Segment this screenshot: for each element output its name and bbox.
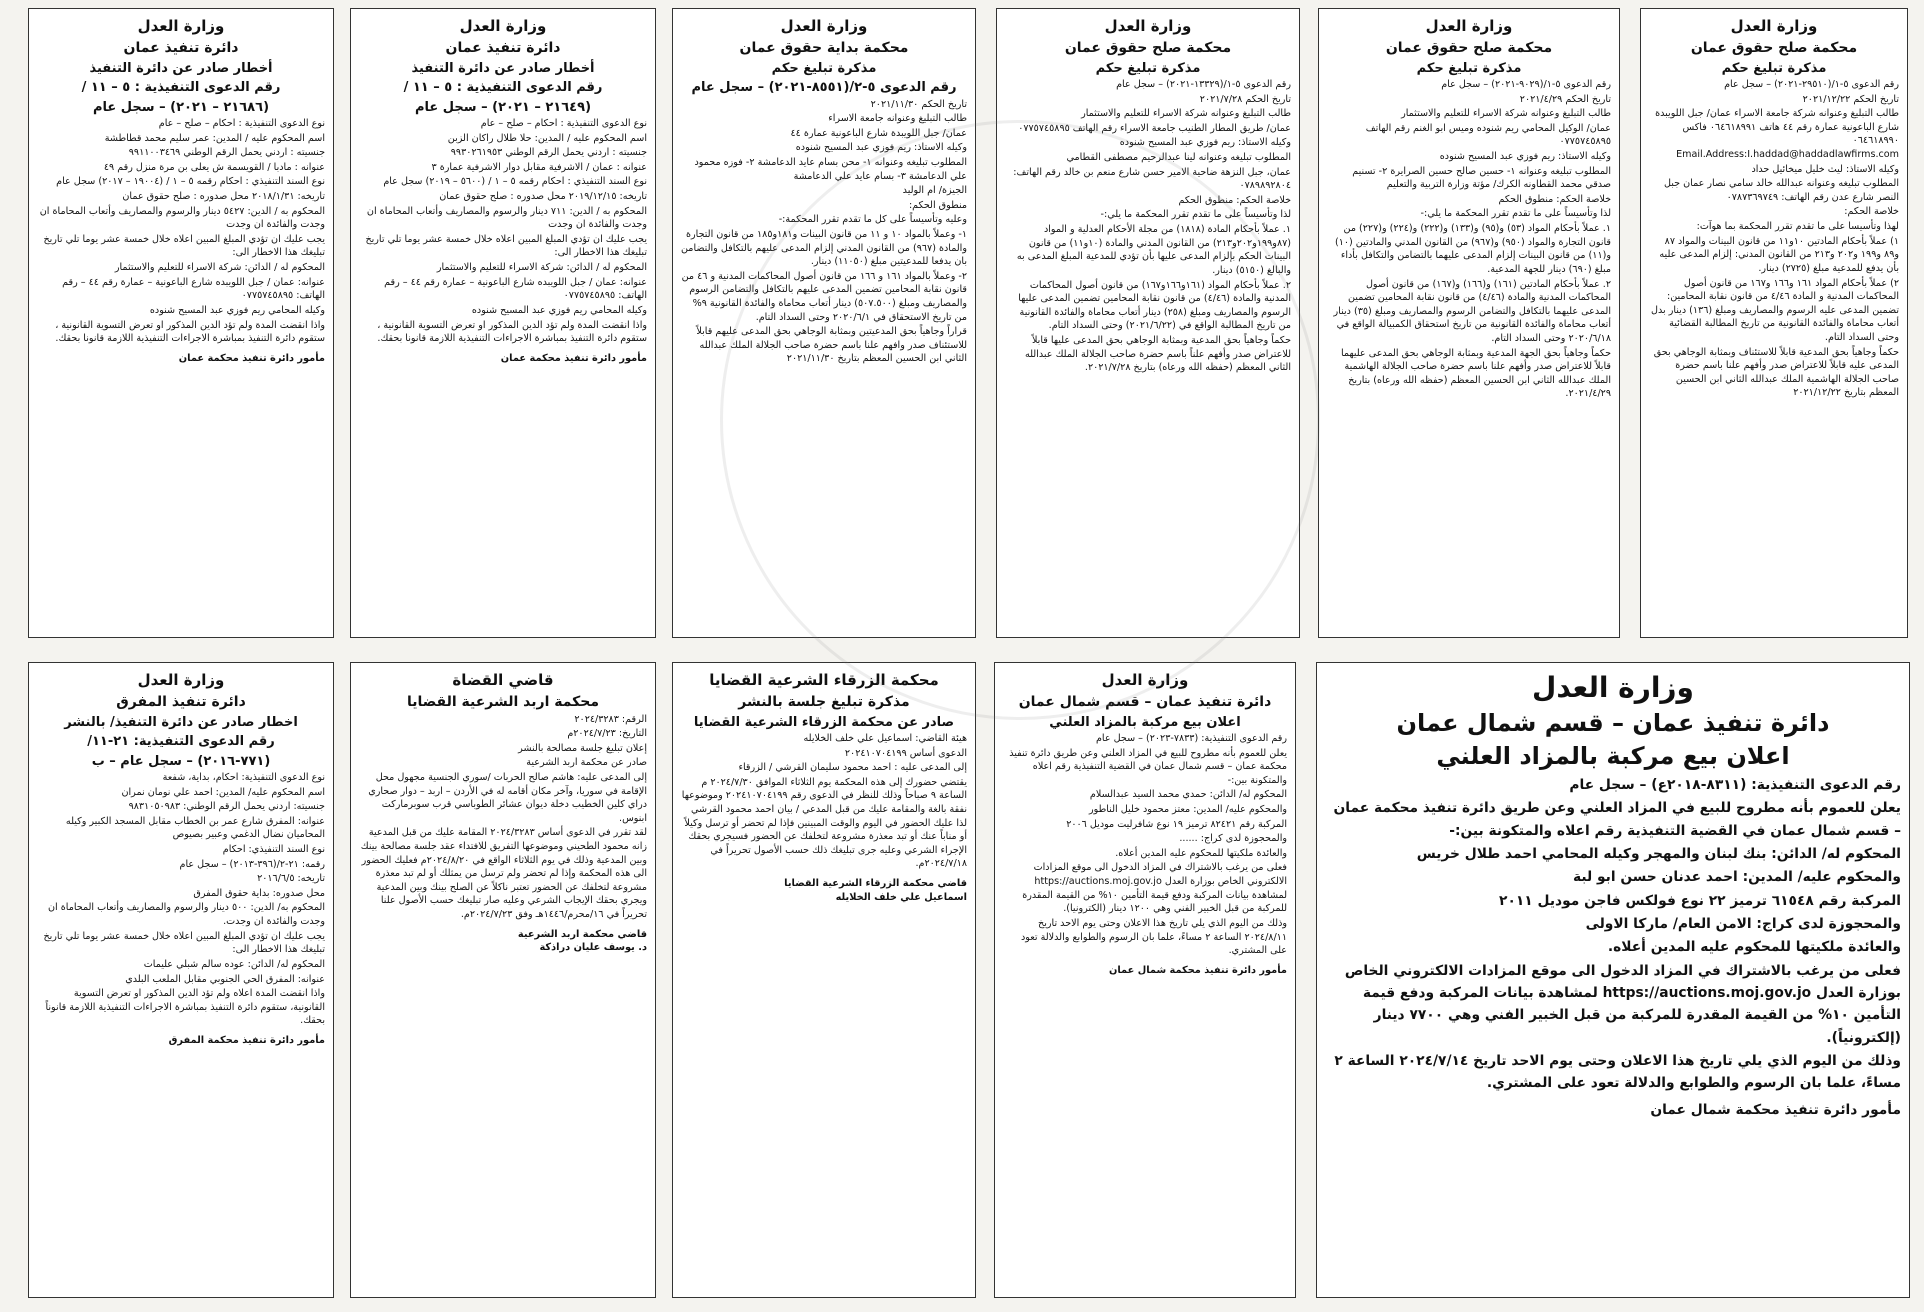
notice-heading <box>1003 669 1287 732</box>
body-paragraph: المطلوب تبليغه وعنوانه ١- حسين صالح حسين الصرايرة ٢- تسنيم صدقي محمد القطاونه الكرك/ مؤتة وزارة التربية والتعليم <box>1352 165 1611 191</box>
body-paragraph: اسم المحكوم عليه / المدين: حلا طلال راكان الزبن <box>447 132 647 144</box>
body-paragraph: إعلان تبليغ جلسة مصالحة بالنشر <box>518 742 647 754</box>
body-paragraph: نوع الدعوى التنفيذية : احكام – صلح – عام <box>480 118 647 129</box>
body-paragraph: ١. عملاً بأحكام المواد (٥٣) و(٩٥) و(١٣٣) و(٢٢٢) و(٢٢٤) و(٢٢٧) من قانون التجارة والمواد (٩٥٠) و(٩٦٧) من القانون المدني والمادتين (١٠) و(١١) من قانون البينات إلزام المدعى عليهما بالتضامن والتكافل بأداء مبلغ (٦٩٠) دينار للجهة المدعية. <box>1334 223 1611 275</box>
signature-line: مأمور دائرة تنفيذ محكمة المفرق <box>168 1034 325 1046</box>
body-paragraph: وكيله الاستاذ: ريم فوزي عبد المسيح شنوده <box>795 142 967 154</box>
body-paragraph: المحكوم له / الدائن: شركة الاسراء للتعليم والاستثمار <box>114 262 325 274</box>
body-paragraph: المحكوم به/ الدين: ٥٠٠ دينار والرسوم والمصاريف وأتعاب المحاماة ان وجدت والفائدة ان وجدت. <box>47 902 325 928</box>
notice-1 <box>1640 8 1908 638</box>
body-paragraph: ٢- وعملاً بالمواد ١٦١ و ١٦٦ من قانون أصول المحاكمات المدنية و ٤٦ من قانون نقابة المحامين تضمين المدعى عليهم بالتكافل والتضامن الرسوم والمصاريف ومبلغ (٥٠٧.٥٠٠) دينار أتعاب محاماة والفائدة القانونية ٩% من تاريخ الاستحقاق في ٢٠٢٠/٦/١ وحتى السداد التام. <box>681 270 967 323</box>
heading-line: مذكرة تبليغ جلسة بالنشر <box>738 693 910 710</box>
body-paragraph: عمان/ جبل اللويبدة شارع الباعونية عمارة ٤٤ <box>790 127 967 139</box>
body-paragraph: ١- وعملاً بالمواد ١٠ و ١١ من قانون البينات و١٨١و١٨٥ من قانون التجارة والمادة (٩٦٧) من القانون المدني إلزام المدعى عليهم بالتكافل والتضامن بان يدفعا للمدعيتين مبلغ (١١٠٥٠) دينار. <box>681 228 967 268</box>
body-paragraph: عنوانه: المفرق شارع عمر بن الخطاب مقابل المسجد الكبير وكيله المحاميان نضال الدغمي وعبير بصيوص <box>65 815 325 841</box>
body-paragraph: ٢) عملاً بأحكام المواد ١٦١ و١٦٦ و١٦٧ من قانون أصول المحاكمات المدنية و المادة ٤/٤٦ من قانون نقابة المحامين: تضمين المدعى عليه الرسوم والمصاريف ومبلغ (١٣٦) دينار بدل أتعاب محاماة والفائدة القانونية من تاريخ المطالبة القضائية وحتى السداد التام. <box>1650 277 1899 343</box>
body-paragraph: خلاصة الحكم: منطوق الحكم <box>1178 194 1291 206</box>
body-paragraph: تاريخه: ٢٠١٩/١٢/١٥ محل صدوره : صلح حقوق عمان <box>439 191 647 203</box>
notice-heading <box>37 669 325 771</box>
body-paragraph: الدعوى أساس ٢٠٢٤١٠٧٠٤١٩٩ <box>844 747 967 759</box>
heading-line: محكمة بداية حقوق عمان <box>739 39 909 56</box>
heading-line: محكمة صلح حقوق عمان <box>1064 39 1232 56</box>
body-paragraph: ٢. عملاً بأحكام المواد (١٦١و١٦٦و١٦٧) من قانون أصول المحاكمات المدنية والمادة (٤/٤٦) من قانون نقابة المحامين تضمين المدعى عليها الرسوم والمصاريف ومبلغ (٢٥٨) دينار أتعاب محاماة والفائدة القانونية من تاريخ المطالبة الواقع في (٢٠٢١/٦/٢٢) وحتى السداد التام. <box>1018 279 1291 332</box>
notice-signature <box>359 352 647 366</box>
heading-line: اخطار صادر عن دائرة التنفيذ/ بالنشر <box>64 714 298 730</box>
body-paragraph: إلى المدعى عليه : احمد محمود سليمان القرشي / الزرقاء <box>738 762 967 774</box>
body-paragraph: عنوانه : مادبا / القويسمة ش يعلى بن مرة منزل رقم ٤٩ <box>103 161 325 173</box>
body-paragraph: اسم المحكوم عليه/ المدين: احمد علي نومان نمران <box>121 786 325 798</box>
heading-line: مذكرة تبليغ حكم <box>1095 60 1201 76</box>
heading-line: قاضي القضاة <box>452 671 554 689</box>
notice-heading <box>681 669 967 732</box>
body-paragraph: ١. عملاً بأحكام المادة (١٨١٨) من مجلة الأحكام العدلية و المواد (٨٧و١٩٩و٢٠٢و٢١٣) من القانون المدني والمادة (١٠و١١) من قانون البينات الحكم بإلزام المدعى عليها بأن تؤدي للمدعية المبلغ المدعى به والبالغ (٥١٥٠) دينار. <box>1016 224 1291 276</box>
body-paragraph: المطلوب تبليغه وعنوانه عبدالله خالد سامي نصار عمان جبل النصر شارع عدن رقم الهاتف: ٠٧٨٧٣٦٩٧٤٩ <box>1663 178 1899 203</box>
notice-body <box>37 117 325 346</box>
notice-10 <box>350 662 656 1298</box>
body-paragraph: عنوانه : عمان / الاشرفية مقابل دوار الاشرفية عمارة ٣ <box>431 161 647 173</box>
heading-line: مذكرة تبليغ حكم <box>1416 60 1522 76</box>
body-paragraph: صادر عن محكمة اربد الشرعية <box>526 757 647 769</box>
body-paragraph: يجب عليك ان تؤدي المبلغ المبين اعلاه خلال خمسة عشر يوما تلي تاريخ تبليغك هذا الاخطار الى: <box>43 930 325 956</box>
body-paragraph: جنسيته : اردني يحمل الرقم الوطني ٩٩٣٠٢٦١٩٥٣ <box>450 147 647 159</box>
body-paragraph: طالب التبليغ وعنوانه شركة الاسراء للتعليم والاستثمار <box>1401 108 1611 120</box>
heading-line: وزارة العدل <box>459 17 547 35</box>
body-paragraph: يعلن للعموم بأنه مطروح للبيع في المزاد العلني وعن طريق دائرة تنفيذ محكمة عمان – قسم شمال عمان في القضية التنفيذية رقم اعلاه والمتكونة بين:- <box>1009 747 1287 786</box>
body-paragraph: المحكوم له / الدائن: شركة الاسراء للتعليم والاستثمار <box>436 262 647 274</box>
body-paragraph: تاريخ الحكم ٢٠٢١/٧/٢٨ <box>1199 93 1291 105</box>
body-paragraph: المركبة رقم ٨٢٤٢١ ترميز ١٩ نوع شافرليت موديل ٢٠٠٦ <box>1066 818 1287 830</box>
body-paragraph: عمان/ الوكيل المحامي ريم شنوده وميس ابو الغنم رقم الهاتف ٠٧٧٥٧٤٥٨٩٥ <box>1365 122 1611 148</box>
notice-body <box>37 771 325 1028</box>
body-paragraph: عنوانه: المفرق الحي الجنوبي مقابل الملعب البلدي <box>125 973 325 985</box>
heading-line: وزارة العدل <box>1532 671 1694 704</box>
body-paragraph: عنوانه: عمان / جبل اللويبده شارع الباعونية – عمارة رقم ٤٤ – رقم الهاتف: ٠٧٧٥٧٤٥٨٩٥ <box>62 276 325 302</box>
body-paragraph: هيئة القاضي: اسماعيل علي خلف الخلايله <box>803 733 967 744</box>
notice-6 <box>28 8 334 638</box>
heading-line: (٢١٦٤٩ – ٢٠٢١) – سجل عام <box>414 99 592 115</box>
body-paragraph: وكيله الاستاذ: ليث خليل ميخائيل حداد <box>1751 163 1899 175</box>
notice-3 <box>996 8 1300 638</box>
body-paragraph: واذا انقضت المدة اعلاه ولم تؤد الدين المذكور او تعرض التسوية القانونية، ستقوم دائرة التنفيذ بمباشرة الاجراءات التنفيذية اللازمة قانوناً بحقك. <box>45 988 325 1027</box>
heading-line: مذكرة تبليغ حكم <box>1721 60 1827 76</box>
heading-line: صادر عن محكمة الزرقاء الشرعية القضايا <box>693 714 955 730</box>
heading-line: رقم الدعوى التنفيذية : ٥ – ١١ / <box>403 80 603 95</box>
signature-line: مأمور دائرة تنفيذ محكمة شمال عمان <box>1650 1101 1901 1118</box>
notice-heading <box>37 15 325 117</box>
heading-line: محكمة الزرقاء الشرعية القضايا <box>709 671 939 689</box>
body-paragraph: خلاصة الحكم: منطوق الحكم <box>1498 193 1611 205</box>
heading-line: (٢١٦٨٦ – ٢٠٢١) – سجل عام <box>92 99 270 115</box>
body-paragraph: فعلى من يرغب بالاشتراك في المزاد الدخول الى موقع المزادات الالكتروني الخاص بوزارة العدل https://auctions.moj.gov.jo لمشاهدة بيانات المركبة ودفع قيمة التأمين ١٠% من القيمة المقدرة للمركبة من قبل الخبير الفني وهي ٧٧٠٠ دينار (إلكترونياً). <box>1344 962 1901 1046</box>
body-paragraph: تاريخ الحكم ٢٠٢١/٤/٢٩ <box>1519 93 1611 105</box>
notice-signature <box>37 352 325 366</box>
body-paragraph: المحكوم به / الدين: ٥٤٢٧ دينار والرسوم والمصاريف وأتعاب المحاماة ان وجدت والفائدة ان وجدت <box>39 205 325 231</box>
body-paragraph: نوع الدعوى التنفيذية: احكام، بداية، شفعة <box>162 772 325 783</box>
notice-8 <box>994 662 1296 1298</box>
notice-body <box>1003 732 1287 958</box>
notice-heading <box>1649 15 1899 78</box>
body-paragraph: المحكوم به / الدين: ٧١١ دينار والرسوم والمصاريف وأتعاب المحاماة ان وجدت والفائدة ان وجدت <box>366 205 647 231</box>
body-paragraph: رقم الدعوى ٥-١/(١٣٣٢٩-٢٠٢١) – سجل عام <box>1116 79 1291 90</box>
body-paragraph: والمحكوم عليه/ المدين: معتز محمود خليل الناطور <box>1089 804 1287 816</box>
heading-line: محكمة اربد الشرعية القضايا <box>406 693 600 710</box>
body-paragraph: خلاصة الحكم: <box>1844 206 1899 218</box>
heading-line: رقم الدعوى ٥-٢/(٨٥٥١-٢٠٢١) – سجل عام <box>691 80 957 95</box>
body-paragraph: المحكوم له/ الدائن: بنك لبنان والمهجر وكيله المحامي احمد طلال خريس <box>1416 846 1901 863</box>
body-paragraph: ٢. عملاً بأحكام المادتين (١٦١) و(١٦٦) و(١٦٧) من قانون أصول المحاكمات المدنية والمادة (٤/٤٦) من قانون نقابة المحامين تضمين المدعى عليهما بالتكافل والتضامن الرسوم والمصاريف ومبلغ (٣٥) دينار أتعاب محاماة والفائدة القانونية من تاريخ استحقاق الكمبيالة الواقع في ٢٠٢٠/٦/١٨ وحتى السداد التام. <box>1333 278 1611 344</box>
notice-11 <box>28 662 334 1298</box>
notice-heading <box>359 15 647 117</box>
body-paragraph: جنسيته: اردني يحمل الرقم الوطني: ٩٨٣١٠٥٠٩٨٣ <box>128 801 325 813</box>
body-paragraph: طالب التبليغ وعنوانه شركة الاسراء للتعليم والاستثمار <box>1081 108 1291 120</box>
body-paragraph: رقمه: ٢١-٢/(٣٩٦-٢٠١٣) – سجل عام <box>179 858 325 870</box>
heading-line: اعلان بيع مركبة بالمزاد العلني <box>1436 742 1790 771</box>
body-paragraph: اسم المحكوم عليه / المدين: عمر سليم محمد قطاطشة <box>104 132 325 144</box>
body-paragraph: يجب عليك ان تؤدي المبلغ المبين اعلاه خلال خمسة عشر يوما تلي تاريخ تبليغك هذا الاخطار الى: <box>365 233 647 259</box>
body-paragraph: وكيله الاستاذ: ريم فوزي عبد المسيح شنوده <box>1119 137 1291 149</box>
notice-signature <box>1003 964 1287 978</box>
body-paragraph: يقتضي حضورك إلى هذه المحكمة يوم الثلاثاء الموافق ٢٠٢٤/٧/٣٠ م الساعة ٩ صباحاً وذلك للنظر في الدعوى رقم ٢٠٢٤١٠٧٠٤١٩٩ وموضوعها نفقة بالغة والمقامة عليك من قبل المدعي / بيان احمد محمود القرشي لذا عليك الحضور في اليوم والوقت المبينين فإذا لم تحضر أو ترسل وكيلاً أو مناباً عنك أو تبد معذرة مشروعة لتخلفك عن الحضور فسيجري بحقك الإجراء الشرعي وعليه جرى تبليغك ذلك حسب الأصول تحريراً في ٢٠٢٤/٧/١٨م. <box>681 776 967 870</box>
body-paragraph: وعليه وتأسيساً على كل ما تقدم تقرر المحكمة:- <box>778 214 967 226</box>
body-paragraph: رقم الدعوى التنفيذية: (٧٨٣٣-٢٠٢٣) – سجل عام <box>1095 733 1287 744</box>
body-paragraph: المحكوم له/ الدائن: حمدي محمد السيد عبدالسلام <box>1089 789 1287 801</box>
body-paragraph: والمحجوزة لدى كراج: الامن العام/ ماركا الاولى <box>1585 916 1901 933</box>
heading-line: وزارة العدل <box>1101 671 1189 689</box>
notice-heading <box>359 669 647 713</box>
notice-heading <box>1325 669 1901 774</box>
body-paragraph: يعلن للعموم بأنه مطروح للبيع في المزاد العلني وعن طريق دائرة تنفيذ محكمة عمان – قسم شمال عمان في القضية التنفيذية رقم اعلاه والمتكونة بين:- <box>1333 800 1901 839</box>
body-paragraph: تاريخه: ٢٠١٦/٦/٥ <box>257 873 325 885</box>
notice-7 <box>1316 662 1910 1298</box>
notice-2 <box>1318 8 1620 638</box>
body-paragraph: والعائدة ملكيتها للمحكوم عليه المدين أعلاه. <box>1115 847 1287 859</box>
body-paragraph: واذا انقضت المدة ولم تؤد الدين المذكور او تعرض التسوية القانونية ، ستقوم دائرة التنفيذ بمباشرة الاجراءات التنفيذية اللازمة قانونا بحقك. <box>55 319 325 345</box>
heading-line: (٧٧١-٢٠١٦) – سجل عام – ب <box>91 753 271 769</box>
body-paragraph: الرقم: ٢٠٢٤/٣٢٨٣ <box>574 713 647 725</box>
body-paragraph: محل صدوره: بداية حقوق المفرق <box>193 887 325 899</box>
body-paragraph: التاريخ: ٢٠٢٤/٧/٢٣م <box>567 728 647 740</box>
body-paragraph: لهذا وتأسيسا على ما تقدم تقرر المحكمة بما هوآت: <box>1696 221 1899 233</box>
notice-heading <box>681 15 967 98</box>
notice-body <box>681 98 967 367</box>
signature-line: مأمور دائرة تنفيذ محكمة عمان <box>178 352 325 364</box>
body-paragraph: لقد تقرر في الدعوى أساس ٢٠٢٤/٣٢٨٣ المقامة عليك من قبل المدعية زانه محمود الطحيني وموضوعها التفريق للافتداء عقد جلسة مصالحة بينك وبين المدعية وذلك في يوم الثلاثاء الواقع في ٢٠٢٤/٨/٢٠م فعليك الحضور الى هذه المحكمة وإذا لم تحضر ولم ترسل من يمثلك أو لم تبد معذرة مشروعة لتخلفك عن الحضور تعتبر ناكلاً عن الصلح بينك وبين المدعية ويجري بحقك الإيجاب الشرعي وعليه صار تبليغك حسب الأصول علنا تحريراً في ١٦/محرم/١٤٤٦هـ وفق ٢٠٢٤/٧/٢٣م. <box>360 827 647 921</box>
body-paragraph: واذا انقضت المدة ولم تؤد الدين المذكور او تعرض التسوية القانونية ، ستقوم دائرة التنفيذ بمباشرة الاجراءات التنفيذية اللازمة قانونا بحقك. <box>377 319 647 345</box>
heading-line: وزارة العدل <box>1730 17 1818 35</box>
heading-line: رقم الدعوى التنفيذية: ٢١-١١/ <box>87 734 275 749</box>
heading-line: اعلان بيع مركبة بالمزاد العلني <box>1049 714 1241 730</box>
body-paragraph: رقم الدعوى التنفيذية: (٨٣١١-٢٠١٨ع) – سجل عام <box>1569 776 1901 793</box>
signature-line: د. يوسف عليان دراذكة <box>539 942 647 954</box>
notice-body <box>359 117 647 346</box>
body-paragraph: طالب التبليغ وعنوانه جامعة الاسراء <box>828 113 967 125</box>
heading-line: دائرة تنفيذ عمان <box>445 39 561 56</box>
heading-line: وزارة العدل <box>137 671 225 689</box>
body-paragraph: الجيزة/ ام الوليد <box>902 185 967 197</box>
body-paragraph: حكماً وجاهياً بحق الجهة المدعية وبمثابة الوجاهي بحق المدعى عليهما قابلاً للاعتراض صدر وأفهم علنا باسم حضرة صاحب الجلالة الهاشمية الملك عبدالله الثاني ابن الحسين المعظم (حفظه الله ورعاه) بتاريخ ٢٠٢١/٤/٢٩. <box>1340 347 1611 400</box>
body-paragraph: قراراً وجاهياً بحق المدعيتين وبمثابة الوجاهي بحق المدعى عليهم قابلاً للاستئناف صدر وافهم علنا باسم حضرة صاحب الجلالة الملك عبدالله الثاني ابن الحسين المعظم بتاريخ ٢٠٢١/١١/٣٠ <box>696 326 967 365</box>
body-paragraph: حكماً وجاهياً بحق المدعية قابلاً للاستئناف وبمثابة الوجاهي بحق المدعى عليه قابلاً للاعتراض صدر وأفهم علنا باسم حضرة صاحب الجلالة الهاشمية الملك عبدالله الثاني ابن الحسين المعظم بتاريخ ٢٠٢١/١٢/٢٢ <box>1653 346 1899 399</box>
body-paragraph: نوع الدعوى التنفيذية : احكام – صلح – عام <box>158 118 325 129</box>
body-paragraph: المركبة رقم ٦١٥٤٨ ترميز ٢٢ نوع فولكس فاجن موديل ٢٠١١ <box>1499 892 1901 909</box>
heading-line: أخطار صادر عن دائرة التنفيذ <box>411 60 595 76</box>
notice-heading <box>1005 15 1291 78</box>
body-paragraph: جنسيته : اردني يحمل الرقم الوطني ٩٩١١٠٠٣٤٦٩ <box>128 147 325 159</box>
body-paragraph: طالب التبليغ وعنوانه شركة جامعة الاسراء عمان/ جبل اللويبدة شارع الباعونية عمارة رقم ٤٤ هاتف ٠٦٤٦١٨٩٩١ فاكس ٠٦٤٦١٨٩٩٠ Email.Address:I.haddad@haddadlawfirms.com <box>1655 108 1899 161</box>
signature-line: مأمور دائرة تنفيذ محكمة عمان <box>500 352 647 364</box>
body-paragraph: وكيله المحامي ريم فوزي عبد المسيح شنوده <box>471 304 647 316</box>
body-paragraph: لذا وتأسيساً على ما تقدم تقرر المحكمة ما يلي:- <box>1100 209 1291 221</box>
heading-line: دائرة تنفيذ عمان – قسم شمال عمان <box>1396 708 1830 737</box>
notice-4 <box>672 8 976 638</box>
notice-9 <box>672 662 976 1298</box>
body-paragraph: وكيله المحامي ريم فوزي عبد المسيح شنوده <box>149 304 325 316</box>
heading-line: وزارة العدل <box>137 17 225 35</box>
body-paragraph: إلى المدعى عليه: هاشم صالح الحربات /سوري الجنسية مجهول محل الإقامة في سوريا، وآخر مكان أقامه له في الأردن – اربد – دوار صحاري دراي كلين الخطيب دخلة ديوان عشائر الطوباسي قرب سوبرماركت ابنوس. <box>368 771 647 824</box>
body-paragraph: وذلك من اليوم الذي يلي تاريخ هذا الاعلان وحتى يوم الاحد تاريخ ٢٠٢٤/٧/١٤ الساعة ٢ مساءً، علما بان الرسوم والطوابع والدلالة تعود على المشتري. <box>1334 1053 1901 1092</box>
body-paragraph: المطلوب تبليغه وعنوانه لينا عبدالرحيم مصطفى القطامي <box>1066 152 1291 164</box>
notice-signature <box>37 1034 325 1048</box>
notice-body <box>1005 78 1291 375</box>
body-paragraph: نوع السند التنفيذي: احكام <box>222 844 325 856</box>
body-paragraph: حكماً وجاهياً بحق المدعية وبمثابة الوجاهي بحق المدعى عليها قابلاً للاعتراض صدر وأفهم علناً باسم حضرة صاحب الجلالة الملك عبدالله الثاني المعظم (حفظه الله ورعاه) بتاريخ ٢٠٢١/٧/٢٨. <box>1024 334 1291 374</box>
heading-line: دائرة تنفيذ عمان – قسم شمال عمان <box>1018 693 1272 710</box>
body-paragraph: تاريخ الحكم ٢٠٢١/١١/٣٠ <box>870 98 967 110</box>
heading-line: دائرة تنفيذ المفرق <box>116 693 246 710</box>
signature-line: اسماعيل علي خلف الخلايله <box>835 891 967 903</box>
body-paragraph: منطوق الحكم: <box>908 199 967 211</box>
signature-line: مأمور دائرة تنفيذ محكمة شمال عمان <box>1109 964 1287 976</box>
body-paragraph: تاريخ الحكم ٢٠٢١/١٢/٢٢ <box>1802 93 1899 105</box>
body-paragraph: يجب عليك ان تؤدي المبلغ المبين اعلاه خلال خمسة عشر يوما تلي تاريخ تبليغك هذا الاخطار الى: <box>43 233 325 259</box>
body-paragraph: نوع السند التنفيذي : احكام رقمه ٥ – ١ / (٥٦٠٠ – ٢٠١٩) سجل عام <box>383 176 647 188</box>
body-paragraph: عمان/ طريق المطار الطنيب جامعة الاسراء رقم الهاتف ٠٧٧٥٧٤٥٨٩٥ <box>1018 122 1291 134</box>
notice-body <box>1327 78 1611 401</box>
body-paragraph: عنوانه: عمان / جبل اللويبده شارع الباعونية – عمارة رقم ٤٤ – رقم الهاتف: ٠٧٧٥٧٤٥٨٩٥ <box>384 276 647 302</box>
heading-line: محكمة صلح حقوق عمان <box>1690 39 1858 56</box>
heading-line: أخطار صادر عن دائرة التنفيذ <box>89 60 273 76</box>
body-paragraph: رقم الدعوى ٥-١/(٩٠٢٩-٢٠٢١) – سجل عام <box>1441 79 1611 90</box>
notice-heading <box>1327 15 1611 78</box>
notice-body <box>681 732 967 871</box>
signature-line: قاضي محكمة اربد الشرعية <box>517 928 647 940</box>
heading-line: وزارة العدل <box>1104 17 1192 35</box>
body-paragraph: تاريخه: ٢٠١٨/١/٣١ محل صدوره : صلح حقوق عمان <box>122 191 325 203</box>
notice-5 <box>350 8 656 638</box>
body-paragraph: والمحجوزة لدى كراج: ...... <box>1179 833 1287 845</box>
body-paragraph: نوع السند التنفيذي : احكام رقمه ٥ – ١ / (١٩٠٠٤ – ٢٠١٧) سجل عام <box>56 176 325 188</box>
body-paragraph: المطلوب تبليغه وعنوانه ١- محن بسام عايد الدعامشة ٢- فوزه محمود علي الدعامشة ٣- بسام عايد علي الدعامشة <box>694 156 967 182</box>
notice-signature <box>359 928 647 955</box>
heading-line: محكمة صلح حقوق عمان <box>1385 39 1553 56</box>
notice-signature <box>681 877 967 904</box>
body-paragraph: ١) عملاً بأحكام المادتين ١٠و١١ من قانون البينات والمواد ٨٧ و٨٩ و١٩٩ و٢٠٢ و٢١٣ من القانون المدني: إلزام المدعى عليه بأن يدفع للمدعية مبلغ (٢٧٢٥) دينار. <box>1659 235 1899 274</box>
body-paragraph: والمحكوم عليه/ المدين: احمد عدنان حسن ابو لبة <box>1573 869 1901 886</box>
body-paragraph: وكيله الاستاذ: ريم فوزي عبد المسيح شنوده <box>1439 151 1611 163</box>
signature-line: قاضي محكمة الزرقاء الشرعية القضايا <box>784 878 967 890</box>
body-paragraph: لذا وتأسيساً على ما تقدم تقرر المحكمة ما يلي:- <box>1420 208 1611 220</box>
notice-body <box>1649 78 1899 400</box>
body-paragraph: والعائدة ملكيتها للمحكوم عليه المدين أعلاه. <box>1607 939 1901 956</box>
notice-signature <box>1325 1101 1901 1120</box>
heading-line: دائرة تنفيذ عمان <box>123 39 239 56</box>
heading-line: رقم الدعوى التنفيذية : ٥ – ١١ / <box>81 80 281 95</box>
body-paragraph: المحكوم له/ الدائن: عوده سالم شبلي عليمات <box>143 958 325 970</box>
body-paragraph: رقم الدعوى ٥-١/(٢٩٥١٠-٢٠٢١) – سجل عام <box>1724 79 1899 90</box>
body-paragraph: عمان، جبل النزهة ضاحية الامير حسن شارع منعم بن خالد رقم الهاتف: ٠٧٨٩٨٩٢٨٠٤ <box>1013 166 1291 192</box>
heading-line: وزارة العدل <box>1425 17 1513 35</box>
body-paragraph: فعلى من يرغب بالاشتراك في المزاد الدخول الى موقع المزادات الالكتروني الخاص بوزارة العدل https://auctions.moj.gov.jo لمشاهدة بيانات المركبة ودفع قيمة التأمين ١٠% من القيمة المقدرة للمركبة من قبل الخبير الفني وهي ١٢٠٠ دينار (الكترونيا). <box>1022 862 1287 915</box>
notice-body <box>359 713 647 922</box>
heading-line: مذكرة تبليغ حكم <box>771 60 877 76</box>
heading-line: وزارة العدل <box>780 17 868 35</box>
notice-body <box>1325 774 1901 1095</box>
body-paragraph: وذلك من اليوم الذي يلي تاريخ هذا الاعلان وحتى يوم الاحد تاريخ ٢٠٢٤/٨/١١ الساعة ٢ مساءً، علما بان الرسوم والطوابع والدلالة تعود على المشتري. <box>1021 917 1287 957</box>
